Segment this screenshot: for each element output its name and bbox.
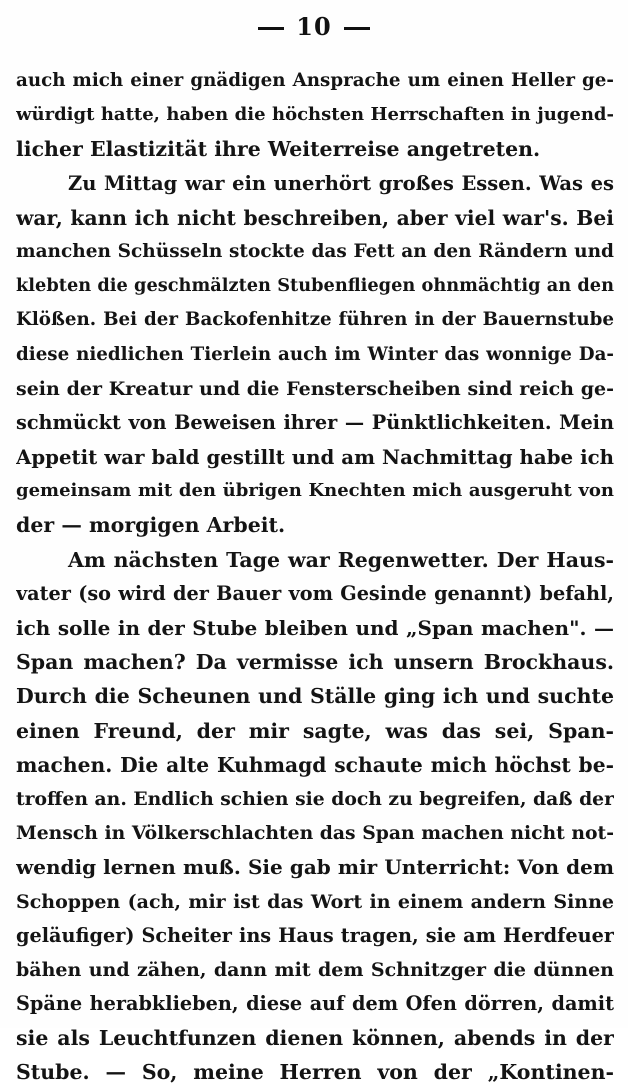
text-line: manchen Schüsseln stockte das Fett an den Rändern und [16, 240, 614, 262]
text-line: war, kann ich nicht beschreiben, aber viel war's. Bei [16, 205, 614, 230]
right-dash [344, 27, 370, 30]
body-text [16, 64, 614, 1090]
text-line: einen Freund, der mir sagte, was das sei, Span- [16, 718, 614, 743]
text-line: Späne herabklieben, diese auf dem Ofen dörren, damit [16, 992, 614, 1016]
text-line: auch mich einer gnädigen Ansprache um einen Heller ge- [16, 70, 614, 91]
text-line: sein der Kreatur und die Fensterscheiben sind reich ge- [16, 377, 614, 400]
text-line: troffen an. Endlich schien sie doch zu begreifen, daß der [16, 787, 614, 810]
text-line: sie als Leuchtfunzen dienen können, abends in der [16, 1026, 614, 1051]
text-line: licher Elastizität ihre Weiterreise angetreten. [16, 137, 541, 162]
text-line: machen. Die alte Kuhmagd schaute mich höchst be- [16, 752, 614, 777]
text-line: würdigt hatte, haben die höchsten Herrschaften in jugend- [16, 104, 614, 126]
text-line: schmückt von Beweisen ihrer — Pünktlichkeiten. Mein [16, 410, 614, 434]
text-line: Schoppen (ach, mir ist das Wort in einem andern Sinne [16, 890, 614, 913]
text-line: vater (so wird der Bauer vom Gesinde genannt) befahl, [16, 581, 614, 605]
text-line: Mensch in Völkerschlachten das Span machen nicht not- [16, 822, 614, 845]
page-number-header [0, 12, 628, 41]
text-line: Span machen? Da vermisse ich unsern Brockhaus. [16, 650, 614, 675]
text-line: Durch die Scheunen und Ställe ging ich und suchte [16, 684, 614, 709]
left-dash [258, 27, 284, 30]
text-line: geläufiger) Scheiter ins Haus tragen, sie am Herdfeuer [16, 923, 614, 947]
text-line: gemeinsam mit den übrigen Knechten mich ausgeruht von [16, 480, 614, 502]
text-line: diese niedlichen Tierlein auch im Winter das wonnige Da- [16, 343, 614, 365]
text-line: bähen und zähen, dann mit dem Schnitzger die dünnen [16, 958, 614, 981]
text-line: ich solle in der Stube bleiben und „Span machen". — [16, 616, 614, 640]
text-line: Stube. — So, meine Herren von der „Kontinen- [16, 1060, 614, 1085]
text-line: klebten die geschmälzten Stubenfliegen ohnmächtig an den [16, 275, 614, 297]
text-line: Klößen. Bei der Backofenhitze führen in der Bauernstube [16, 309, 614, 331]
text-line: der — morgigen Arbeit. [16, 513, 286, 538]
text-line: wendig lernen muß. Sie gab mir Unterricht: Von dem [16, 855, 614, 880]
text-line: Zu Mittag war ein unerhört großes Essen. Was es [68, 171, 614, 195]
page-number: 10 [296, 12, 332, 41]
text-line: Appetit war bald gestillt und am Nachmittag habe ich [16, 445, 614, 470]
text-line: Am nächsten Tage war Regenwetter. Der Haus- [68, 547, 614, 572]
